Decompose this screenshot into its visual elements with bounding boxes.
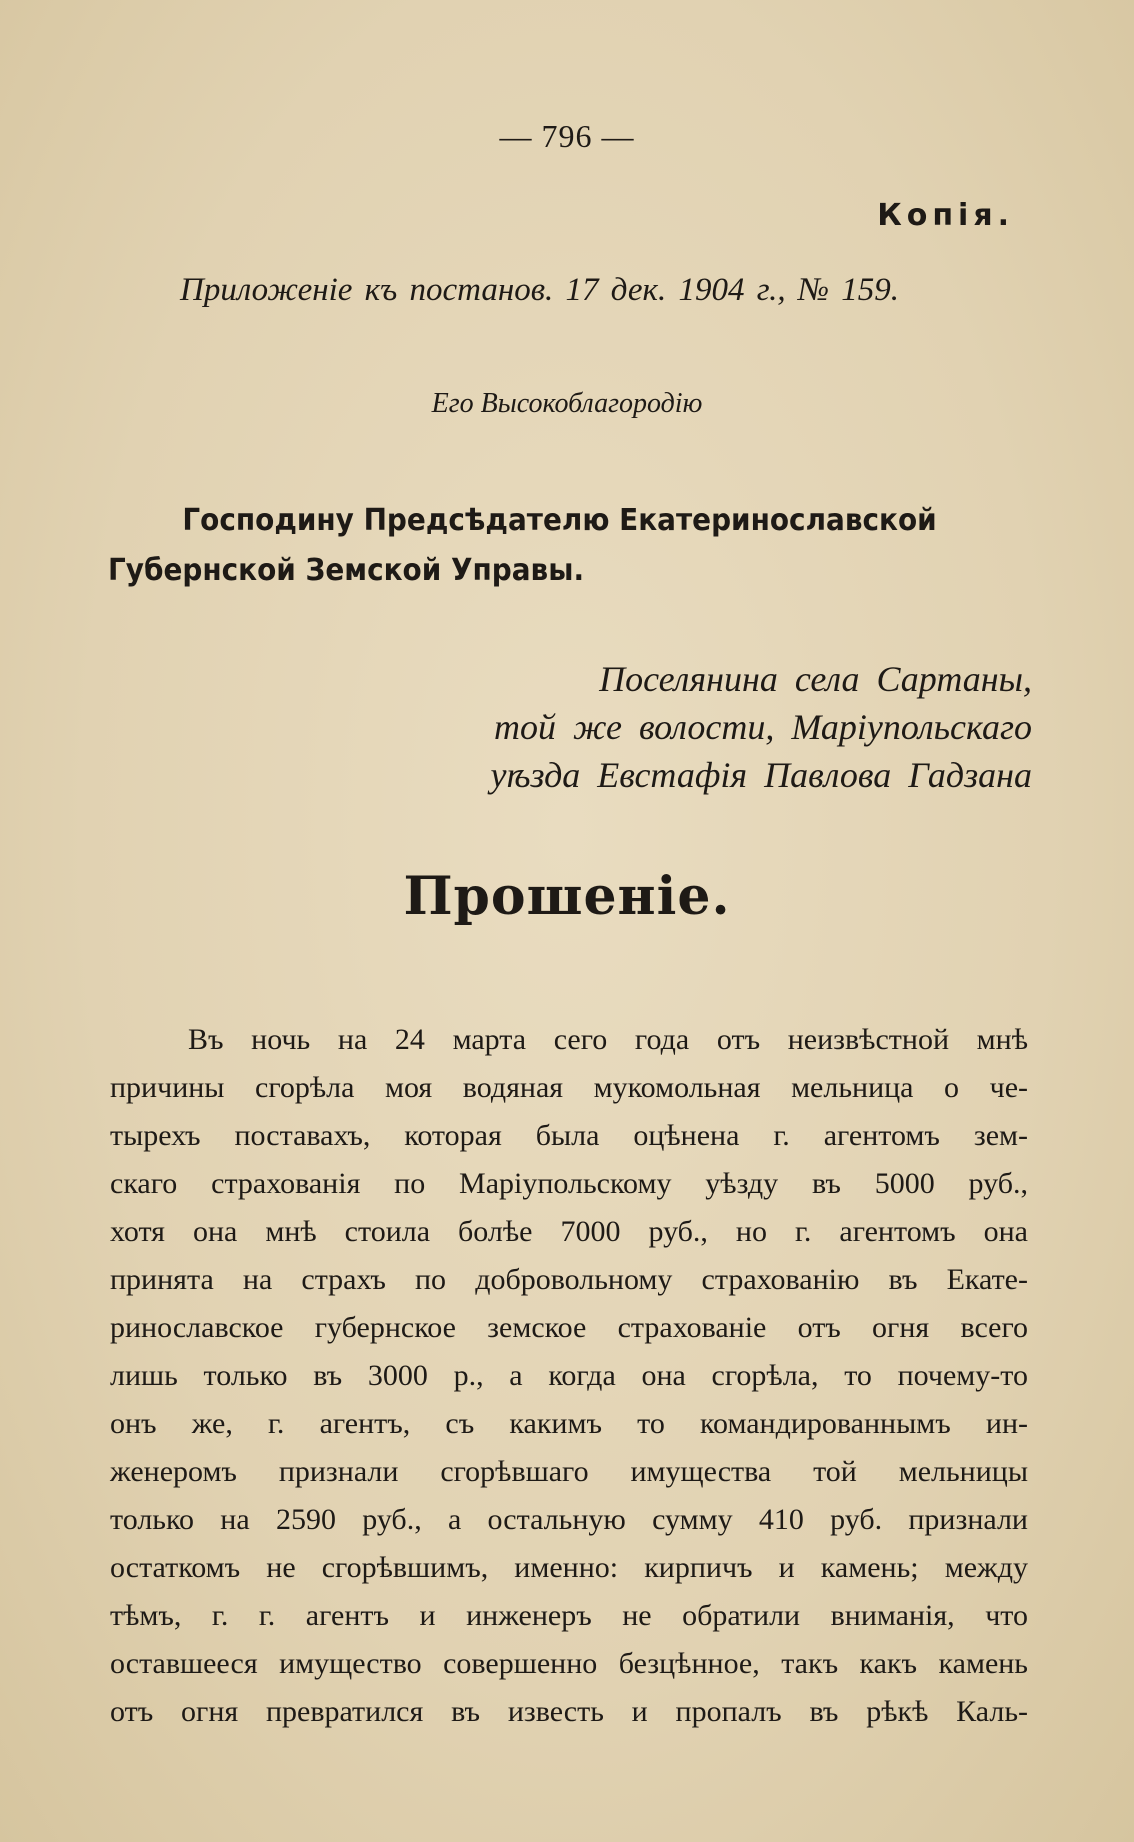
body-line: ринославское губернское земское страхованіе отъ огня всего (110, 1311, 1028, 1344)
copy-label: Копія. (877, 198, 1014, 233)
addressee-heading: Господину Предсѣдателю Екатеринославской Губернской Земской Управы. (108, 503, 937, 588)
body-line: остаткомъ не сгорѣвшимъ, именно: кирпичъ и камень; между (110, 1551, 1028, 1584)
sender-line: Поселянина села Сартаны, (599, 659, 1032, 699)
body-line: только на 2590 руб., а остальную сумму 410 руб. признали (110, 1503, 1028, 1536)
body-line: тѣмъ, г. г. агентъ и инженеръ не обратили вниманія, что (110, 1599, 1028, 1632)
body-line: оставшееся имущество совершенно безцѣнное, такъ какъ камень (110, 1647, 1028, 1680)
petition-title: Прошеніе. (403, 866, 731, 927)
sender-line: той же волости, Маріупольскаго (494, 707, 1032, 747)
body-line: скаго страхованія по Маріупольскому уѣзду въ 5000 руб., (110, 1167, 1028, 1200)
body-line: хотя она мнѣ стоила болѣе 7000 руб., но г. агентомъ она (110, 1215, 1028, 1248)
page-number: — 796 — (499, 118, 635, 154)
appendix-reference: Приложеніе къ постанов. 17 дек. 1904 г., № 159. (180, 272, 900, 308)
body-line: тырехъ поставахъ, которая была оцѣнена г. агентомъ зем- (110, 1119, 1028, 1152)
body-line: лишь только въ 3000 р., а когда она сгорѣла, то почему-то (110, 1359, 1028, 1392)
salutation: Его Высокоблагородію (431, 388, 703, 419)
body-line: Въ ночь на 24 марта сего года отъ неизвѣстной мнѣ (188, 1023, 1028, 1056)
body-line: женеромъ признали сгорѣвшаго имущества той мельницы (110, 1455, 1028, 1488)
sender-block (491, 655, 1032, 799)
body-line: онъ же, г. агентъ, съ какимъ то командированнымъ ин- (110, 1407, 1028, 1440)
body-line: принята на страхъ по добровольному страхованію въ Екате- (110, 1263, 1028, 1296)
body-line: причины сгорѣла моя водяная мукомольная мельница о че- (110, 1071, 1028, 1104)
sender-line: уѣзда Евстафія Павлова Гадзана (490, 755, 1032, 795)
body-line: отъ огня превратился въ известь и пропалъ въ рѣкѣ Каль- (110, 1695, 1028, 1728)
petition-body (110, 1016, 1028, 1736)
